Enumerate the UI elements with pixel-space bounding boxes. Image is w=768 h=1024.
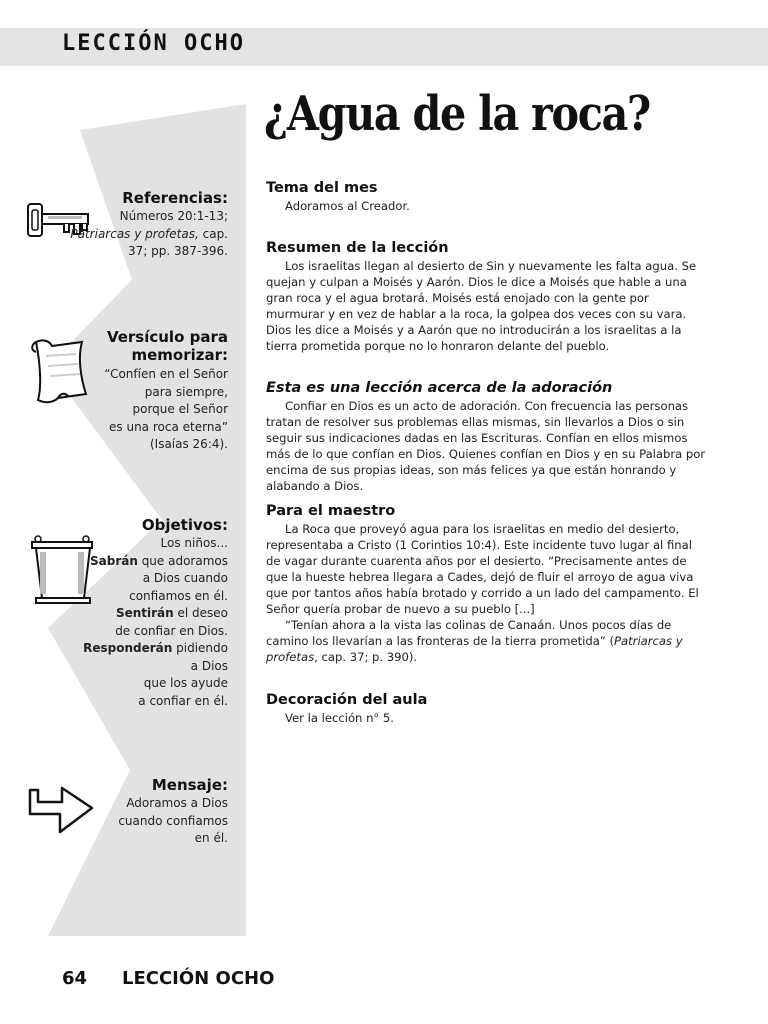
versiculo-heading-1: Versículo para: [106, 328, 228, 346]
sidebar-mensaje: [118, 777, 228, 848]
objetivos-sabran: [83, 553, 228, 571]
resumen-heading: Resumen de la lección: [266, 240, 449, 256]
objetivos-sentiran: [83, 605, 228, 623]
versiculo-heading-2: memorizar:: [131, 346, 228, 364]
versiculo-line: porque el Señor: [132, 402, 228, 416]
arrow-right-icon: [26, 786, 96, 838]
scroll-icon: [24, 336, 92, 406]
objetivos-sentiran-bold: Sentirán: [115, 606, 174, 620]
mensaje-line: en él.: [194, 831, 228, 845]
maestro-paragraph-2: [266, 617, 710, 665]
objetivos-responderan: [83, 640, 228, 658]
objetivos-intro: Los niños...: [160, 536, 228, 550]
mensaje-line: cuando confiamos: [118, 813, 228, 828]
objetivos-sentiran-rest: el deseo: [173, 606, 228, 620]
footer-lesson-title: LECCIÓN OCHO: [122, 968, 275, 989]
decoracion-heading: Decoración del aula: [266, 692, 428, 708]
adoracion-heading: Esta es una lección acerca de la adoración: [266, 380, 613, 396]
resumen-text: Los israelitas llegan al desierto de Sin y nuevamente les falta agua. Se quejan y culpan a Moisés y Aarón. Dios le dice a Moisés que hable a una gran roca y el agua brotará. Moisés está enojado con la gente por murmurar y en vez de hablar a la roca, la golpea dos veces con su vara. Dios les dice a Moisés y a Aarón que no introducirán a los israelitas a la tierra prometida porque no lo honraron delante del pueblo.: [266, 259, 697, 353]
objetivos-responderan-rest: pidiendo: [172, 641, 228, 655]
maestro-paragraph-1: La Roca que proveyó agua para los israelitas en medio del desierto, representaba a Cristo (1 Corintios 10:4). Este incidente tuvo lugar al final de vagar durante cuarenta años por el desierto. “Precisamente antes de que la hueste hebrea llegara a Cades, dejó de fluir el arroyo de agua viva que por tantos años había brotado y corrido a un lado del campamento. El Señor quería probar de nuevo a su pueblo [...]: [266, 522, 699, 616]
adoracion-text: Confiar en Dios es un acto de adoración. Con frecuencia las personas tratan de resolver sus problemas ellas mismas, sin llevarlos a Dios o sin seguir sus indicaciones dadas en las Escrituras. Confían en ellos mismos más de lo que confían en Dios. Quienes confían en Dios y en su Palabra por encima de sus propias ideas, son más felices ya que están honrando y alabando a Dios.: [266, 399, 706, 493]
sidebar-versiculo: [104, 329, 228, 454]
objetivos-line: a Dios cuando: [142, 571, 228, 585]
objetivos-sabran-bold: Sabrán: [89, 553, 138, 568]
referencias-line-1: Números 20:1-13;: [119, 209, 228, 223]
objetivos-line: a confiar en él.: [138, 693, 228, 708]
versiculo-line: para siempre,: [144, 384, 228, 399]
versiculo-line: (Isaías 26:4).: [149, 437, 228, 451]
sidebar-objetivos: [83, 517, 228, 710]
referencias-chapter: cap.: [198, 226, 228, 241]
objetivos-sabran-rest: que adoramos: [137, 553, 228, 568]
referencias-line-2: [70, 226, 228, 244]
maestro-quote: “Tenían ahora a la vista las colinas de Canaán. Unos pocos días de camino los llevarían a las fronteras de la tierra prometida” (: [266, 618, 672, 648]
versiculo-line: “Confíen en el Señor: [104, 367, 228, 381]
objetivos-responderan-bold: Responderán: [83, 641, 173, 655]
referencias-line-3: 37; pp. 387-396.: [128, 244, 228, 258]
objetivos-line: confiamos en él.: [129, 588, 228, 603]
maestro-heading: Para el maestro: [266, 503, 396, 519]
referencias-book-title: Patriarcas y profetas,: [70, 226, 199, 241]
sidebar-referencias: [70, 190, 228, 261]
objetivos-line: a Dios: [190, 658, 228, 673]
section-adoracion: [266, 379, 710, 494]
section-decoracion: [266, 691, 710, 726]
objetivos-heading: Objetivos:: [141, 516, 228, 534]
section-tema: [266, 179, 710, 214]
objetivos-line: de confiar en Dios.: [115, 623, 228, 638]
maestro-citation: , cap. 37; p. 390).: [314, 650, 418, 664]
mensaje-line: Adoramos a Dios: [126, 796, 228, 810]
decoracion-text: Ver la lección n° 5.: [285, 711, 394, 725]
header-lesson-label: LECCIÓN OCHO: [62, 31, 245, 56]
maestro-book-title: Patriarcas y profetas: [266, 634, 683, 664]
referencias-heading: Referencias:: [122, 189, 228, 207]
page-title: ¿Agua de la roca?: [264, 86, 650, 142]
objetivos-line: que los ayude: [143, 676, 228, 690]
tema-text: Adoramos al Creador.: [285, 199, 410, 213]
section-resumen: [266, 239, 710, 354]
page-number: 64: [62, 968, 88, 989]
section-maestro: [266, 502, 710, 665]
mensaje-heading: Mensaje:: [151, 776, 228, 794]
tema-heading: Tema del mes: [266, 180, 378, 196]
versiculo-line: es una roca eterna”: [109, 419, 228, 434]
